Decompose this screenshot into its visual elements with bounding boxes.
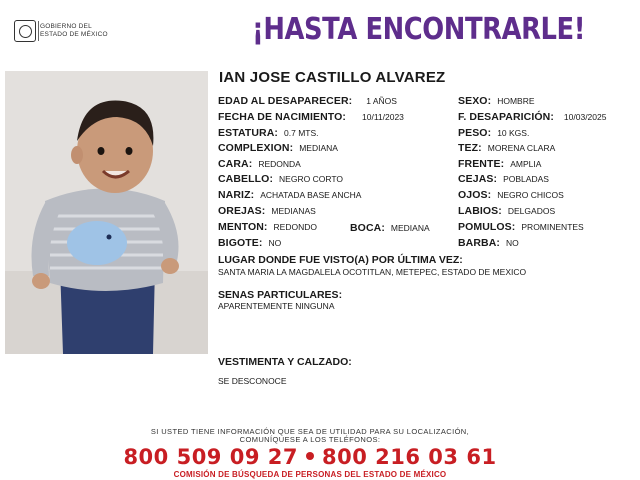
field-value: REDONDO: [273, 222, 317, 232]
field-value: MEDIANA: [299, 143, 338, 153]
field-label: BARBA:: [458, 237, 501, 249]
field-value: 10/03/2025: [563, 112, 607, 122]
contact-note-line-1: SI USTED TIENE INFORMACIÓN QUE SEA DE UTILIDAD PARA SU LOCALIZACIÓN,: [150, 427, 470, 436]
field-value: 1 AÑOS: [366, 96, 397, 106]
field-value: MEDIANAS: [271, 206, 316, 216]
field-barba: [458, 237, 519, 250]
bullet-separator-icon: [306, 452, 314, 460]
field-value: 0.7 MTS.: [284, 128, 319, 138]
field-label: PESO:: [458, 127, 492, 139]
logo-text: [40, 23, 108, 39]
clothing-label: VESTIMENTA Y CALZADO:: [218, 356, 352, 368]
field-menton: [218, 221, 317, 234]
missing-person-photo: [5, 71, 208, 354]
field-complexion: [218, 142, 338, 155]
field-value: 10 KGS.: [497, 128, 530, 138]
field-label: NARIZ:: [218, 189, 255, 201]
field-nariz: [218, 189, 361, 202]
field-value: ACHATADA BASE ANCHA: [260, 190, 362, 200]
field-pomulos: [458, 221, 584, 234]
field-label: TEZ:: [458, 142, 482, 154]
field-label: F. DESAPARICIÓN:: [458, 111, 554, 123]
last-seen-value: SANTA MARIA LA MAGDALELA OCOTITLAN, METEPEC, ESTADO DE MEXICO: [218, 267, 527, 277]
field-value: NO: [268, 238, 282, 248]
field-label: EDAD AL DESAPARECER:: [218, 95, 353, 107]
field-label: BIGOTE:: [218, 237, 263, 249]
government-logo: [14, 20, 124, 44]
field-label: ESTATURA:: [218, 127, 279, 139]
field-value: NEGRO CHICOS: [497, 190, 564, 200]
marks-value: APARENTEMENTE NINGUNA: [218, 301, 335, 311]
field-label: SEXO:: [458, 95, 492, 107]
field-orejas: [218, 205, 316, 218]
field-labios: [458, 205, 555, 218]
field-ojos: [458, 189, 564, 202]
field-fecha-desaparicion: [458, 111, 606, 124]
phone-number-1[interactable]: 800 509 09 27: [123, 445, 298, 469]
field-label: BOCA:: [350, 222, 385, 234]
field-peso: [458, 127, 529, 140]
field-label: POMULOS:: [458, 221, 516, 233]
field-label: FRENTE:: [458, 158, 505, 170]
field-cara: [218, 158, 301, 171]
person-name: IAN JOSE CASTILLO ALVAREZ: [219, 69, 446, 86]
contact-note-line-2: COMUNÍQUESE A LOS TELÉFONOS:: [239, 435, 381, 444]
field-fecha-nacimiento: [218, 111, 404, 124]
field-label: OJOS:: [458, 189, 492, 201]
field-cabello: [218, 173, 343, 186]
field-bigote: [218, 237, 281, 250]
field-label: MENTON:: [218, 221, 268, 233]
field-estatura: [218, 127, 319, 140]
phone-numbers: [0, 445, 620, 469]
field-value: DELGADOS: [507, 206, 556, 216]
field-value: AMPLIA: [510, 159, 542, 169]
phone-number-2[interactable]: 800 216 03 61: [322, 445, 497, 469]
field-value: MORENA CLARA: [487, 143, 556, 153]
field-value: HOMBRE: [497, 96, 535, 106]
field-label: LABIOS:: [458, 205, 502, 217]
field-value: 10/11/2023: [362, 112, 404, 122]
field-label: CEJAS:: [458, 173, 498, 185]
field-cejas: [458, 173, 549, 186]
field-frente: [458, 158, 541, 171]
last-seen-label: LUGAR DONDE FUE VISTO(A) POR ÚLTIMA VEZ:: [218, 254, 463, 266]
field-value: NO: [506, 238, 519, 248]
field-value: NEGRO CORTO: [279, 174, 343, 184]
field-boca: [350, 222, 430, 235]
field-label: COMPLEXION:: [218, 142, 294, 154]
field-edad: [218, 95, 397, 108]
logo-divider: [38, 21, 39, 41]
field-label: OREJAS:: [218, 205, 266, 217]
headline: ¡HASTA ENCONTRARLE!: [252, 12, 586, 47]
state-seal-icon: [14, 20, 36, 42]
commission-name: COMISIÓN DE BÚSQUEDA DE PERSONAS DEL ESTADO DE MÉXICO: [173, 470, 447, 479]
field-tez: [458, 142, 555, 155]
marks-label: SENAS PARTICULARES:: [218, 289, 343, 301]
field-value: MEDIANA: [390, 223, 430, 233]
field-sexo: [458, 95, 535, 108]
field-value: PROMINENTES: [521, 222, 584, 232]
field-label: CABELLO:: [218, 173, 274, 185]
field-label: CARA:: [218, 158, 253, 170]
field-value: POBLADAS: [503, 174, 549, 184]
field-value: REDONDA: [258, 159, 301, 169]
clothing-value: SE DESCONOCE: [218, 376, 287, 386]
logo-line-2: ESTADO DE MÉXICO: [40, 31, 108, 38]
logo-line-1: GOBIERNO DEL: [40, 23, 92, 30]
field-label: FECHA DE NACIMIENTO:: [218, 111, 346, 123]
